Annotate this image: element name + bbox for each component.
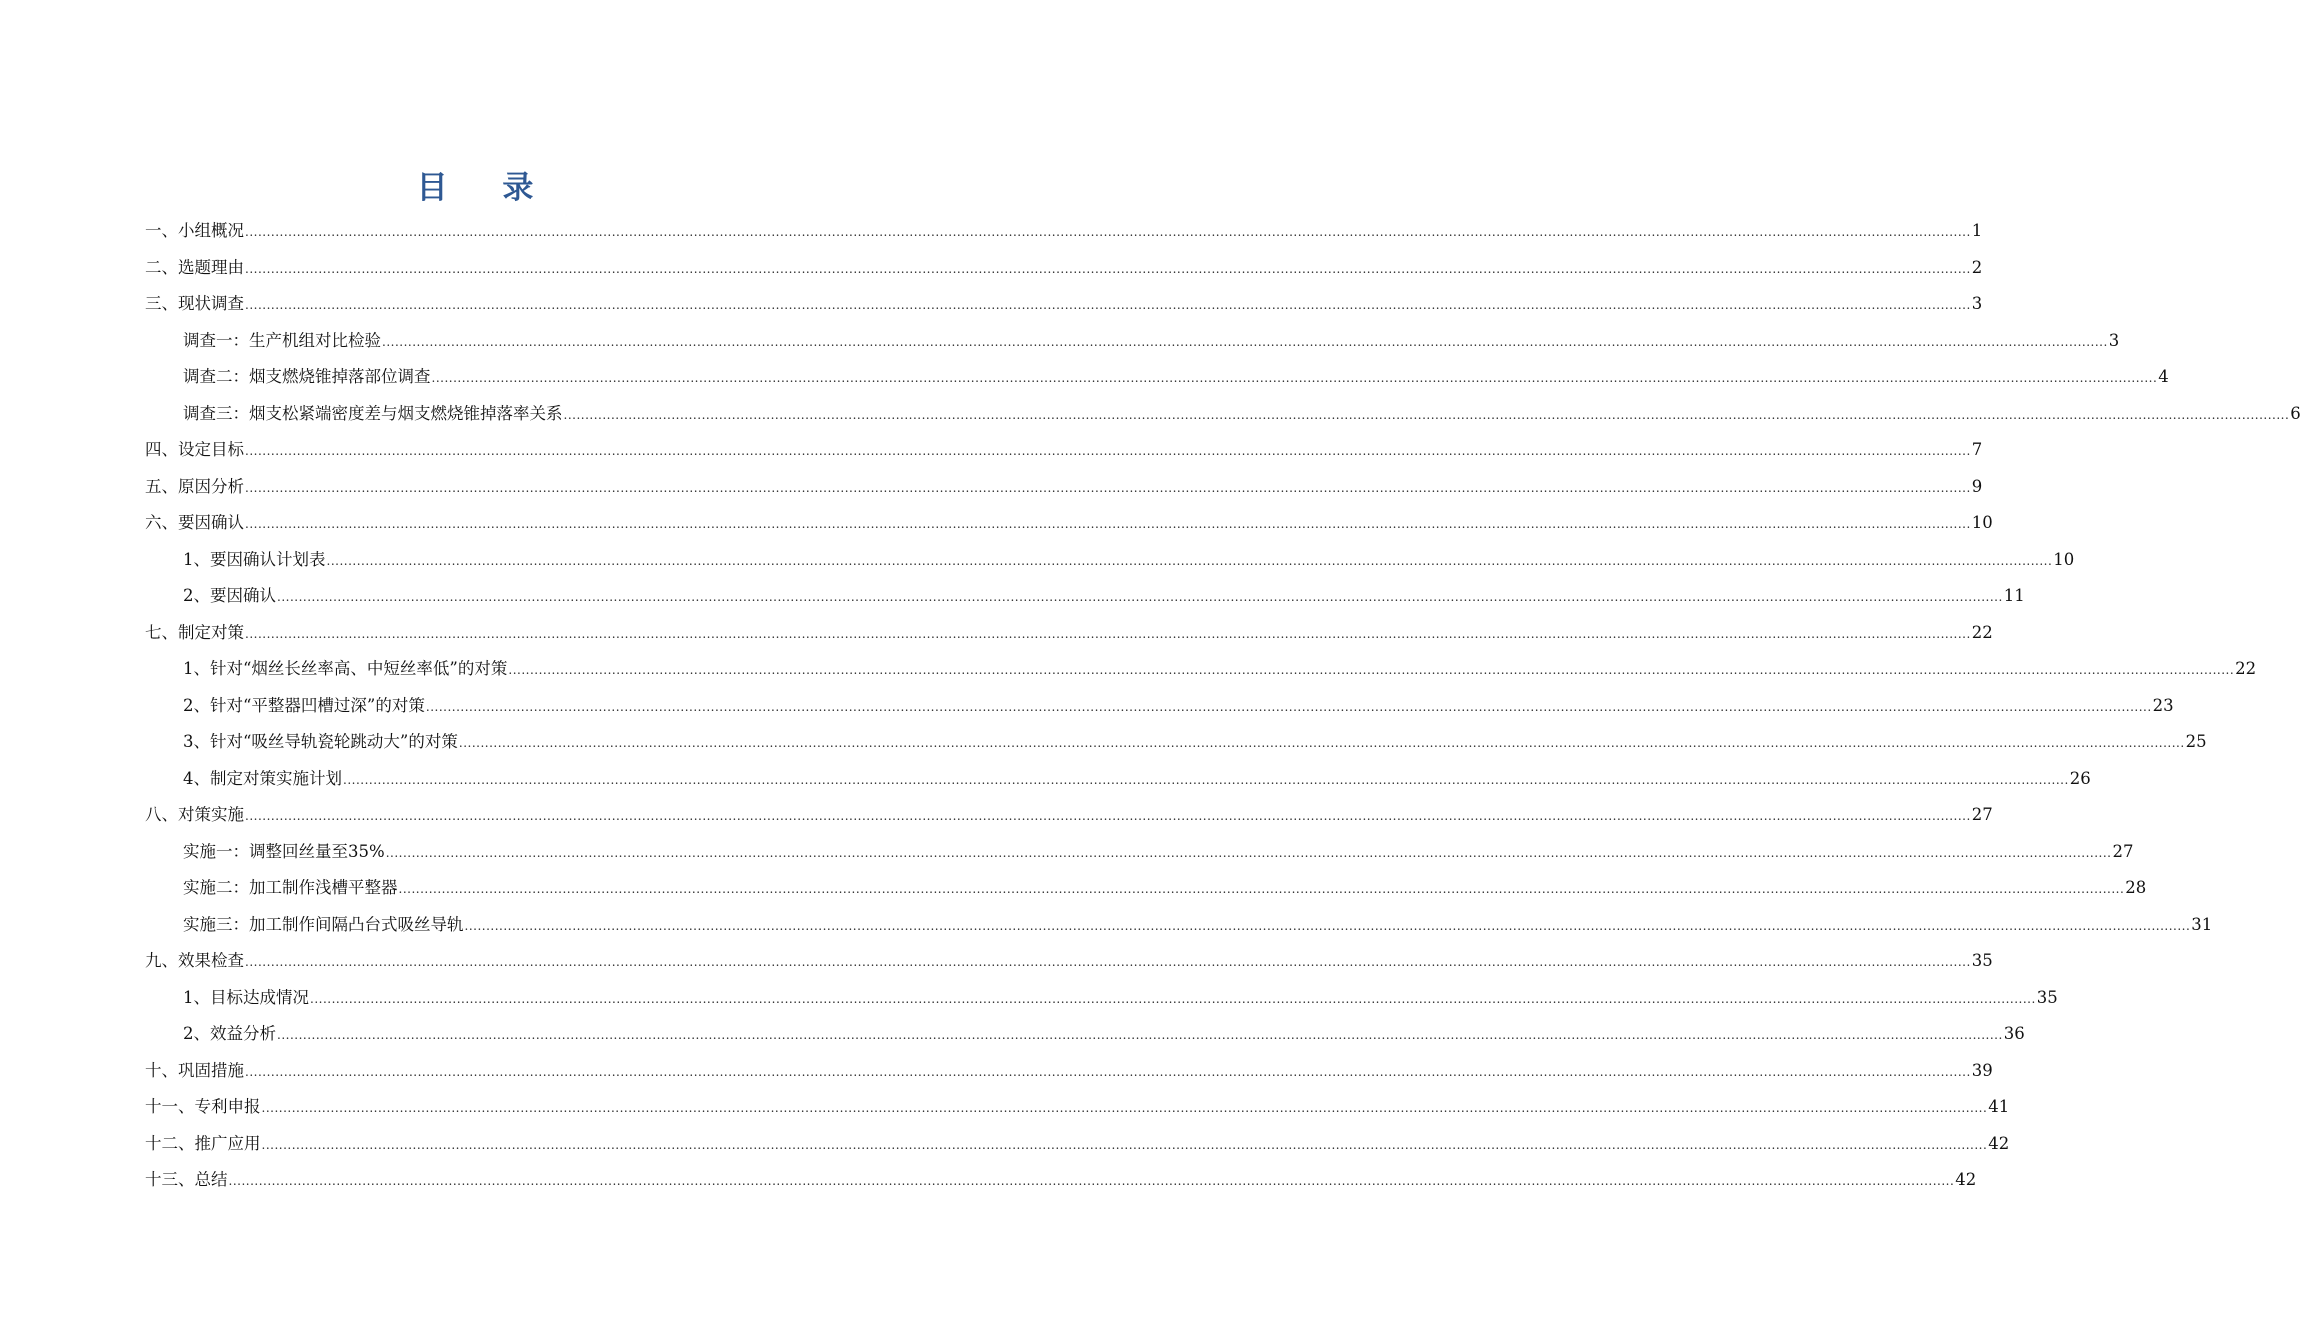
toc-title: 目 录	[416, 170, 556, 206]
toc-dot-leader: ................................................................................................................................................................................................................................................................................................................................................................................................................	[245, 626, 1971, 641]
toc-entry-page-number: 41	[1988, 1097, 2010, 1116]
toc-dot-leader: ................................................................................................................................................................................................................................................................................................................................................................................................................	[458, 736, 2185, 750]
toc-dot-leader: ................................................................................................................................................................................................................................................................................................................................................................................................................	[245, 809, 1971, 823]
toc-dot-leader: ................................................................................................................................................................................................................................................................................................................................................................................................................	[310, 991, 2036, 1006]
toc-dot-leader: ................................................................................................................................................................................................................................................................................................................................................................................................................	[277, 1028, 2003, 1042]
toc-entry-label: 调查二：烟支燃烧锥掉落部位调查	[183, 367, 431, 386]
toc-entry-page-number: 22	[2235, 659, 2257, 678]
toc-dot-leader: ................................................................................................................................................................................................................................................................................................................................................................................................................	[431, 371, 2158, 385]
toc-entry[interactable]	[145, 578, 2025, 615]
toc-entry[interactable]	[145, 286, 1983, 323]
toc-entry[interactable]	[145, 505, 1993, 542]
toc-dot-leader: ................................................................................................................................................................................................................................................................................................................................................................................................................	[326, 553, 2053, 568]
toc-entry-label: 2、效益分析	[183, 1024, 276, 1043]
toc-dot-leader: ................................................................................................................................................................................................................................................................................................................................................................................................................	[425, 699, 2152, 714]
toc-entry-label: 1、针对“烟丝长丝率高、中短丝率低”的对策	[183, 659, 508, 678]
toc-entry-label: 十一、专利申报	[145, 1097, 261, 1116]
toc-dot-leader: ................................................................................................................................................................................................................................................................................................................................................................................................................	[385, 845, 2112, 860]
toc-entry[interactable]	[145, 1126, 2010, 1163]
toc-entry-page-number: 1	[1971, 221, 1983, 240]
toc-entry-label: 实施三：加工制作间隔凸台式吸丝导轨	[183, 914, 464, 934]
toc-entry-label: 调查三：烟支松紧端密度差与烟支燃烧锥掉落率关系	[183, 403, 563, 423]
toc-entry[interactable]	[145, 724, 2207, 761]
toc-entry-page-number: 25	[2185, 732, 2207, 751]
toc-entry-page-number: 3	[1971, 294, 1983, 313]
toc-entry-label: 一、小组概况	[145, 221, 244, 240]
toc-entry-page-number: 4	[2158, 367, 2169, 386]
toc-dot-leader: ................................................................................................................................................................................................................................................................................................................................................................................................................	[245, 955, 1971, 969]
toc-entry-page-number: 2	[1971, 257, 1983, 277]
toc-entry-page-number: 26	[2069, 768, 2091, 788]
toc-entry-page-number: 7	[1971, 440, 1983, 459]
table-of-contents	[145, 213, 2301, 1199]
toc-entry[interactable]	[145, 797, 1993, 834]
toc-entry[interactable]	[145, 943, 1993, 980]
toc-entry[interactable]	[145, 615, 1993, 652]
toc-entry-label: 调查一：生产机组对比检验	[183, 330, 381, 350]
toc-entry-page-number: 36	[2003, 1024, 2025, 1043]
toc-entry-label: 1、目标达成情况	[183, 987, 309, 1007]
toc-entry-label: 2、要因确认	[183, 586, 276, 605]
toc-dot-leader: ................................................................................................................................................................................................................................................................................................................................................................................................................	[245, 1064, 1971, 1079]
toc-entry[interactable]	[145, 542, 2075, 579]
toc-dot-leader: ................................................................................................................................................................................................................................................................................................................................................................................................................	[245, 517, 1971, 531]
toc-entry[interactable]	[145, 980, 2058, 1017]
toc-entry[interactable]	[145, 834, 2134, 871]
toc-entry-page-number: 22	[1971, 622, 1993, 642]
toc-entry-label: 七、制定对策	[145, 622, 244, 642]
toc-dot-leader: ................................................................................................................................................................................................................................................................................................................................................................................................................	[228, 1174, 1955, 1188]
toc-dot-leader: ................................................................................................................................................................................................................................................................................................................................................................................................................	[343, 772, 2069, 787]
toc-entry[interactable]	[145, 213, 1983, 250]
toc-entry-page-number: 42	[1955, 1170, 1977, 1189]
toc-entry-page-number: 35	[1971, 951, 1993, 970]
toc-entry-page-number: 31	[2191, 914, 2213, 934]
toc-entry-label: 九、效果检查	[145, 951, 244, 970]
toc-dot-leader: ................................................................................................................................................................................................................................................................................................................................................................................................................	[563, 407, 2290, 422]
toc-entry[interactable]	[145, 432, 1983, 469]
toc-entry[interactable]	[145, 1162, 1977, 1199]
toc-entry[interactable]	[145, 907, 2213, 944]
toc-entry-label: 三、现状调查	[145, 294, 244, 313]
toc-entry[interactable]	[145, 761, 2091, 798]
toc-entry-page-number: 27	[1971, 805, 1993, 824]
toc-entry[interactable]	[145, 396, 2301, 433]
toc-entry-page-number: 23	[2152, 695, 2174, 715]
toc-entry[interactable]	[145, 469, 1983, 506]
toc-dot-leader: ................................................................................................................................................................................................................................................................................................................................................................................................................	[261, 1101, 1988, 1115]
toc-entry-label: 十二、推广应用	[145, 1133, 261, 1153]
toc-entry-page-number: 9	[1971, 476, 1983, 496]
toc-entry-page-number: 35	[2036, 987, 2058, 1007]
toc-entry-label: 六、要因确认	[145, 513, 244, 532]
toc-dot-leader: ................................................................................................................................................................................................................................................................................................................................................................................................................	[382, 334, 2108, 349]
toc-entry-label: 实施二：加工制作浅槽平整器	[183, 878, 398, 897]
toc-entry-label: 4、制定对策实施计划	[183, 768, 342, 788]
toc-entry[interactable]	[145, 250, 1983, 287]
toc-dot-leader: ................................................................................................................................................................................................................................................................................................................................................................................................................	[245, 298, 1971, 312]
toc-entry-label: 2、针对“平整器凹槽过深”的对策	[183, 695, 425, 715]
toc-entry-page-number: 27	[2112, 841, 2134, 861]
toc-entry[interactable]	[145, 323, 2120, 360]
toc-entry-label: 1、要因确认计划表	[183, 549, 326, 569]
toc-entry-page-number: 28	[2125, 878, 2147, 897]
toc-entry-page-number: 10	[2053, 549, 2075, 569]
toc-entry-label: 八、对策实施	[145, 805, 244, 824]
toc-entry-page-number: 10	[1971, 513, 1993, 532]
toc-entry-page-number: 6	[2290, 403, 2301, 423]
toc-dot-leader: ................................................................................................................................................................................................................................................................................................................................................................................................................	[464, 918, 2191, 933]
toc-entry[interactable]	[145, 651, 2257, 688]
toc-entry[interactable]	[145, 1053, 1993, 1090]
toc-dot-leader: ................................................................................................................................................................................................................................................................................................................................................................................................................	[398, 882, 2125, 896]
toc-entry-label: 实施一：调整回丝量至35%	[183, 841, 385, 861]
toc-entry[interactable]	[145, 359, 2169, 396]
toc-dot-leader: ................................................................................................................................................................................................................................................................................................................................................................................................................	[245, 444, 1971, 458]
toc-entry-label: 四、设定目标	[145, 440, 244, 459]
toc-entry-label: 十、巩固措施	[145, 1060, 244, 1080]
toc-dot-leader: ................................................................................................................................................................................................................................................................................................................................................................................................................	[245, 225, 1971, 239]
toc-entry-page-number: 42	[1988, 1133, 2010, 1153]
toc-entry-page-number: 39	[1971, 1060, 1993, 1080]
toc-dot-leader: ................................................................................................................................................................................................................................................................................................................................................................................................................	[245, 480, 1971, 495]
toc-entry[interactable]	[145, 1089, 2010, 1126]
toc-entry[interactable]	[145, 870, 2147, 907]
toc-dot-leader: ................................................................................................................................................................................................................................................................................................................................................................................................................	[277, 590, 2003, 604]
toc-entry-page-number: 11	[2003, 586, 2025, 605]
toc-dot-leader: ................................................................................................................................................................................................................................................................................................................................................................................................................	[508, 663, 2235, 677]
toc-dot-leader: ................................................................................................................................................................................................................................................................................................................................................................................................................	[261, 1137, 1988, 1152]
toc-entry-label: 五、原因分析	[145, 476, 244, 496]
toc-entry-page-number: 3	[2108, 330, 2120, 350]
toc-entry-label: 十三、总结	[145, 1170, 228, 1189]
toc-entry[interactable]	[145, 1016, 2025, 1053]
toc-dot-leader: ................................................................................................................................................................................................................................................................................................................................................................................................................	[245, 261, 1971, 276]
toc-entry-label: 3、针对“吸丝导轨瓷轮跳动大”的对策	[183, 732, 458, 751]
toc-entry[interactable]	[145, 688, 2174, 725]
toc-entry-label: 二、选题理由	[145, 257, 244, 277]
